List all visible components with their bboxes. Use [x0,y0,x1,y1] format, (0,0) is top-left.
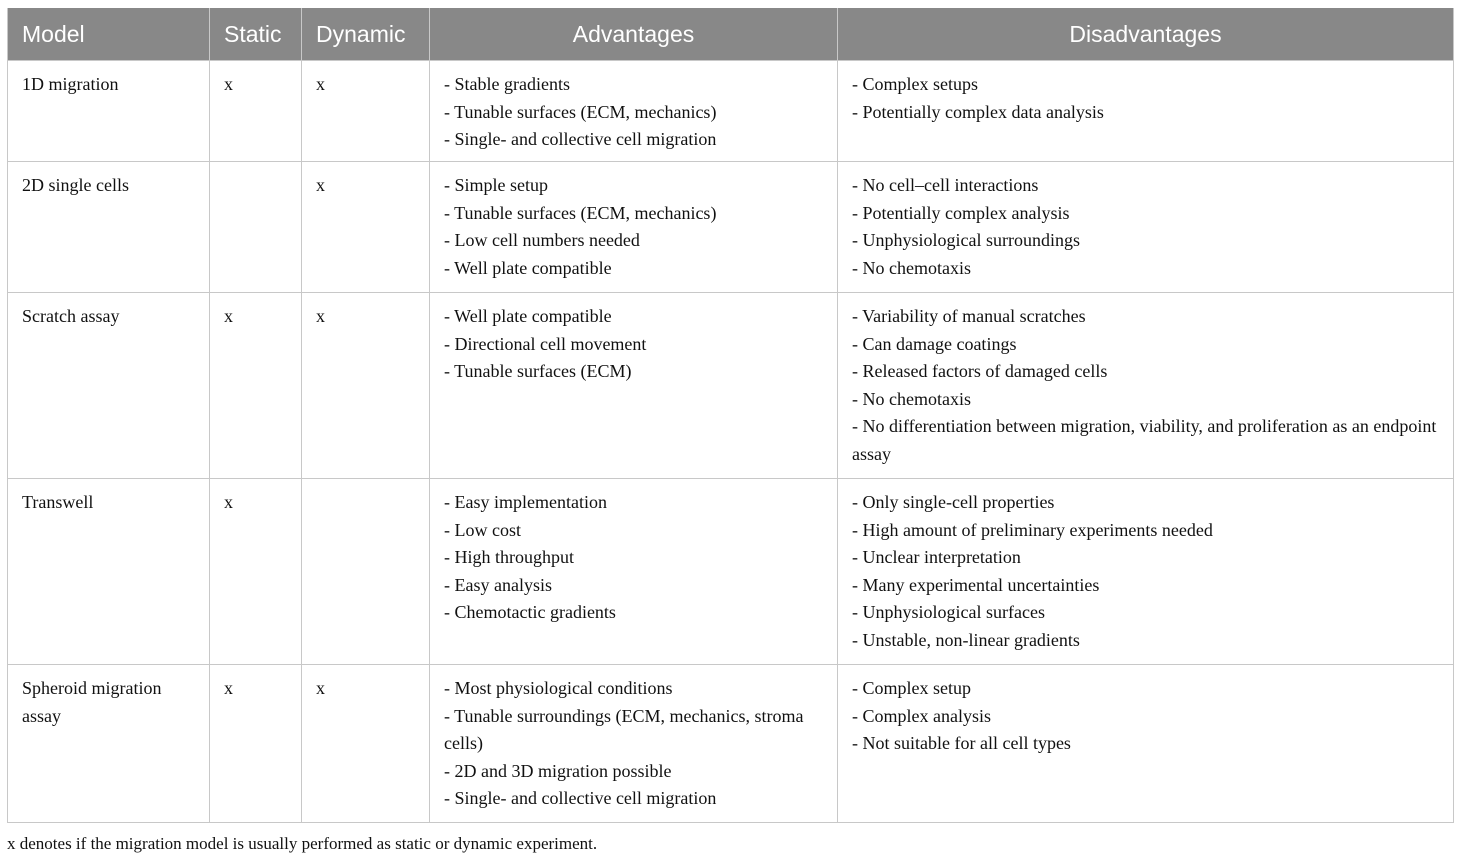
table-header [8,8,1454,61]
advantage-item: - Easy analysis [444,574,552,595]
advantage-item: - Well plate compatible [444,257,612,278]
advantage-item: - Directional cell movement [444,333,647,354]
disadvantage-item: - Complex setups [852,74,978,94]
table-row [8,665,1454,823]
model-cell: Transwell [8,479,210,665]
table-row [8,293,1454,479]
advantages-cell [430,665,838,823]
dynamic-cell: x [302,162,430,293]
advantage-item: - Low cost [444,519,521,540]
disadvantages-cell [838,162,1454,293]
advantage-item: - Stable gradients [444,74,570,94]
disadvantage-item: - High amount of preliminary experiments needed [852,519,1213,540]
header-dynamic: Dynamic [302,8,430,61]
disadvantage-item: - Many experimental uncertainties [852,574,1100,595]
disadvantage-item: - No differentiation between migration, viability, and proliferation as an endpoint assay [852,416,1437,464]
advantages-cell [430,162,838,293]
disadvantage-item: - Unstable, non-linear gradients [852,629,1080,650]
header-advantages: Advantages [430,8,838,61]
model-cell: Scratch assay [8,293,210,479]
advantage-item: - Single- and collective cell migration [444,129,717,150]
advantage-item: - Tunable surfaces (ECM, mechanics) [444,202,717,223]
dynamic-cell [302,479,430,665]
static-cell [210,162,302,293]
disadvantage-item: - Complex setup [852,678,971,698]
advantages-cell [430,479,838,665]
disadvantage-item: - Not suitable for all cell types [852,733,1071,754]
disadvantages-cell [838,479,1454,665]
advantage-item: - Tunable surfaces (ECM, mechanics) [444,101,717,122]
disadvantage-item: - No chemotaxis [852,257,971,278]
dynamic-cell: x [302,665,430,823]
advantage-item: - Single- and collective cell migration [444,788,717,809]
advantage-item: - Easy implementation [444,492,607,512]
static-cell: x [210,479,302,665]
table-row [8,162,1454,293]
disadvantages-cell [838,61,1454,162]
migration-models-table [7,8,1454,823]
dynamic-cell: x [302,293,430,479]
header-model: Model [8,8,210,61]
advantage-item: - High throughput [444,547,574,568]
static-cell: x [210,293,302,479]
static-cell: x [210,61,302,162]
advantage-item: - Most physiological conditions [444,678,673,698]
disadvantage-item: - Potentially complex analysis [852,202,1070,223]
disadvantages-cell [838,665,1454,823]
header-row [8,8,1454,61]
header-disadvantages: Disadvantages [838,8,1454,61]
model-cell: Spheroid migration assay [8,665,210,823]
advantage-item: - Well plate compatible [444,306,612,326]
advantage-item: - Tunable surroundings (ECM, mechanics, stroma cells) [444,705,804,754]
header-static: Static [210,8,302,61]
disadvantage-item: - Unclear interpretation [852,547,1021,568]
static-cell: x [210,665,302,823]
disadvantage-item: - Only single-cell properties [852,492,1055,512]
advantage-item: - Simple setup [444,175,548,195]
advantage-item: - Chemotactic gradients [444,602,616,623]
disadvantage-item: - No chemotaxis [852,388,971,409]
disadvantages-cell [838,293,1454,479]
disadvantage-item: - Variability of manual scratches [852,306,1086,326]
advantage-item: - Tunable surfaces (ECM) [444,361,632,382]
model-cell: 2D single cells [8,162,210,293]
disadvantage-item: - Released factors of damaged cells [852,361,1108,382]
table-body [8,61,1454,823]
table-footnote: x denotes if the migration model is usually performed as static or dynamic experiment. [7,834,598,853]
dynamic-cell: x [302,61,430,162]
disadvantage-item: - Can damage coatings [852,333,1017,354]
disadvantage-item: - Complex analysis [852,705,991,726]
advantages-cell [430,293,838,479]
table-row [8,61,1454,162]
disadvantage-item: - Unphysiological surfaces [852,602,1045,623]
model-cell: 1D migration [8,61,210,162]
table-container [7,8,1453,823]
table-row [8,479,1454,665]
disadvantage-item: - Potentially complex data analysis [852,101,1104,122]
advantage-item: - Low cell numbers needed [444,230,640,251]
advantages-cell [430,61,838,162]
disadvantage-item: - Unphysiological surroundings [852,230,1080,251]
disadvantage-item: - No cell–cell interactions [852,175,1039,195]
advantage-item: - 2D and 3D migration possible [444,760,672,781]
